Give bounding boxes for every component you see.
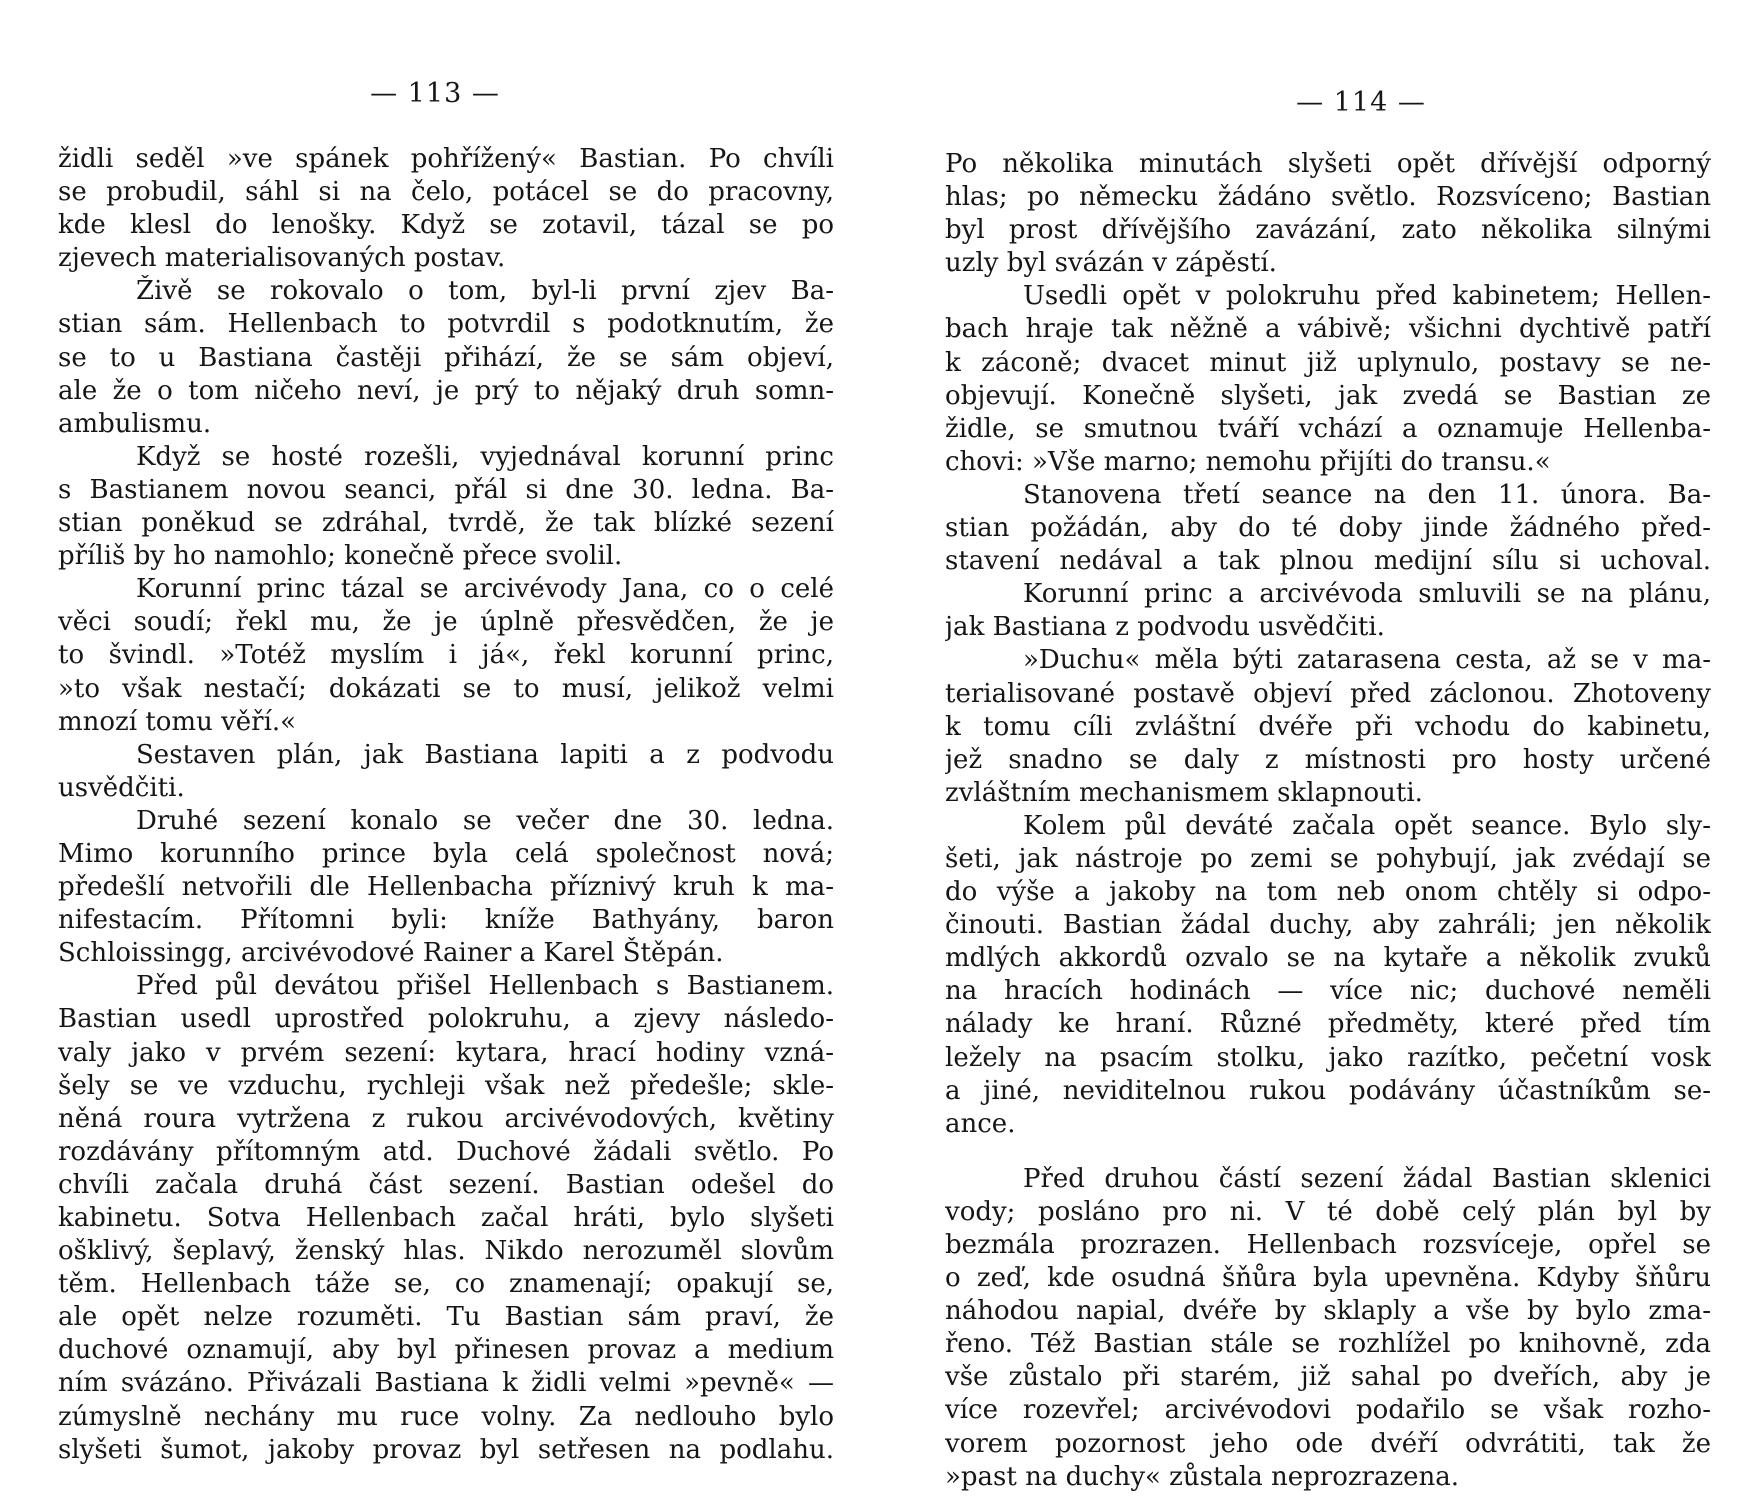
text-line: a jiné, neviditelnou rukou podávány účastníkům se- [945,1075,1711,1106]
text-line: rozdávány přítomným atd. Duchové žádali světlo. Po [58,1136,834,1167]
text-line: Živě se rokovalo o tom, byl-li první zjev Ba- [136,276,834,307]
text-line: kde klesl do lenošky. Když se zotavil, tázal se po [58,210,834,241]
text-line: o zeď, kde osudná šňůra byla upevněna. Kdyby šňůru [945,1263,1711,1294]
text-line: Druhé sezení konalo se večer dne 30. ledna. [136,805,834,836]
text-line: ležely na psacím stolku, jako razítko, pečetní vosk [945,1042,1711,1073]
text-line: šely se ve vzduchu, rychleji však než předešle; skle- [58,1070,834,1101]
text-line: bach hraje tak něžně a vábivě; všichni dychtivě patří [945,314,1711,345]
text-line: Stanovena třetí seance na den 11. února. Ba- [1023,479,1711,510]
page-number: — 114 — [1296,87,1426,118]
text-line: Schloissingg, arcivévodové Rainer a Karel Štěpán. [58,938,724,969]
text-line: Před druhou částí sezení žádal Bastian sklenici [1023,1163,1711,1194]
page-number: — 113 — [370,78,500,109]
text-line: Usedli opět v polokruhu před kabinetem; Hellen- [1023,281,1711,312]
text-line: mdlých akkordů ozvalo se na kytaře a několik zvuků [945,943,1711,974]
text-line: příliš by ho namohlo; konečně přece svolil. [58,541,623,572]
text-line: ošklivý, šeplavý, ženský hlas. Nikdo nerozuměl slovům [58,1236,834,1267]
text-line: Když se hosté rozešli, vyjednával korunní princ [136,441,834,472]
text-line: ambulismu. [58,408,212,439]
text-line: zjevech materialisovaných postav. [58,243,506,274]
text-line: s Bastianem novou seanci, přál si dne 30. ledna. Ba- [58,474,834,505]
text-line: řeno. Též Bastian stále se rozhlížel po knihovně, zda [945,1329,1711,1360]
text-line: se probudil, sáhl si na čelo, potácel se do pracovny, [58,177,834,208]
text-line: stian požádán, aby do té doby jinde žádného před- [945,513,1711,544]
text-column [945,148,1711,1494]
text-line: něná roura vytržena z rukou arcivévodových, květiny [58,1103,834,1134]
text-line: Bastian usedl uprostřed polokruhu, a zjevy následo- [58,1004,834,1035]
text-line: Korunní princ a arcivévoda smluvili se na plánu, [1023,579,1711,610]
text-line: židle, se smutnou tváří vchází a oznamuje Hellenba- [945,413,1711,444]
text-line: jež snadno se daly z místnosti pro hosty určené [945,744,1711,775]
text-line: slyšeti šumot, jakoby provaz byl setřesen na podlahu. [58,1434,834,1465]
text-line: Kolem půl deváté začala opět seance. Bylo sly- [1023,810,1711,841]
text-line: to švindl. »Totéž myslím i já«, řekl korunní princ, [58,640,834,671]
text-line: kabinetu. Sotva Hellenbach začal hráti, bylo slyšeti [58,1203,834,1233]
text-line: vody; posláno pro ni. V té době celý plán byl by [945,1196,1711,1227]
text-line: Před půl devátou přišel Hellenbach s Bastianem. [136,971,834,1002]
text-line: vorem pozornost jeho ode dvéří odvrátiti, tak že [945,1428,1711,1459]
text-line: usvědčiti. [58,772,185,803]
text-line: byl prost dřívějšího zavázání, zato několika silnými [945,215,1711,246]
text-line: nálady ke hraní. Různé předměty, které před tím [945,1009,1711,1040]
text-line: náhodou napial, dvéře by sklaply a vše by bylo zma- [945,1296,1711,1327]
text-line: duchové oznamují, aby byl přinesen provaz a medium [58,1335,834,1366]
text-line: jak Bastiana z podvodu usvědčiti. [945,612,1385,643]
text-line: do výše a jakoby na tom neb onom chtěly si odpo- [945,877,1711,908]
text-line: předešlí netvořili dle Hellenbacha příznivý kruh k ma- [58,872,834,903]
text-line: stian sám. Hellenbach to potvrdil s podotknutím, že [58,309,834,340]
text-line: »past na duchy« zůstala neprozrazena. [945,1461,1460,1492]
text-line: k tomu cíli zvláštní dvéře při vchodu do kabinetu, [945,711,1711,742]
text-line: terialisované postavě objeví před záclonou. Zhotoveny [945,678,1711,709]
text-line: ale že o tom ničeho neví, je prý to nějaký druh somn- [58,375,834,406]
text-line: bezmála prozrazen. Hellenbach rozsvíceje, opřel se [945,1230,1711,1260]
text-line: věci soudí; řekl mu, že je úplně přesvědčen, že je [58,607,834,638]
text-line: stian poněkud se zdráhal, tvrdě, že tak blízké sezení [58,508,834,539]
text-line: nifestacím. Přítomni byli: kníže Bathyány, baron [58,905,834,936]
text-line: více rozevřel; arcivévodovi podařilo se však rozho- [945,1395,1711,1426]
text-line: hlas; po německu žádáno světlo. Rozsvíceno; Bastian [945,182,1711,213]
text-line: vše zůstalo při starém, již sahal po dveřích, aby je [945,1362,1711,1393]
text-line: ním svázáno. Přivázali Bastiana k židli velmi »pevně« — [58,1368,834,1399]
text-column [58,143,834,1467]
text-line: stavení nedával a tak plnou medijní sílu si uchoval. [945,546,1711,577]
text-line: činouti. Bastian žádal duchy, aby zahráli; jen několik [945,910,1711,941]
text-line: k záconě; dvacet minut již uplynulo, postavy se ne- [945,347,1711,378]
right-page [881,0,1762,1500]
text-line: ance. [945,1108,1016,1139]
text-line: ale opět nelze rozuměti. Tu Bastian sám praví, že [58,1302,834,1333]
text-line: Mimo korunního prince byla celá společnost nová; [58,838,834,869]
text-line: »Duchu« měla býti zatarasena cesta, až se v ma- [1023,645,1711,676]
text-line: chvíli začala druhá část sezení. Bastian odešel do [58,1169,834,1200]
text-line: zúmyslně nechány mu ruce volny. Za nedlouho bylo [58,1401,834,1432]
text-line: zvláštním mechanismem sklapnouti. [945,777,1423,808]
text-line: šeti, jak nástroje po zemi se pohybují, jak zvédají se [945,843,1711,874]
text-line: Po několika minutách slyšeti opět dřívější odporný [945,149,1711,179]
text-line: na hracích hodinách — více nic; duchové neměli [945,976,1711,1007]
text-line: chovi: »Vše marno; nemohu přijíti do transu.« [945,446,1551,477]
text-line: se to u Bastiana častěji přihází, že se sám objeví, [58,342,834,373]
text-line: Korunní princ tázal se arcivévody Jana, co o celé [136,574,834,605]
text-line: židli seděl »ve spánek pohřížený« Bastian. Po chvíli [58,144,834,174]
text-line: mnozí tomu věří.« [58,706,297,737]
text-line: objevují. Konečně slyšeti, jak zvedá se Bastian ze [945,380,1711,411]
text-line: »to však nestačí; dokázati se to musí, jelikož velmi [58,673,834,704]
text-line: valy jako v prvém sezení: kytara, hrací hodiny vzná- [58,1037,834,1068]
text-line: těm. Hellenbach táže se, co znamenají; opakují se, [58,1269,834,1300]
text-line: Sestaven plán, jak Bastiana lapiti a z podvodu [136,739,834,770]
text-line: uzly byl svázán v zápěstí. [945,248,1277,279]
